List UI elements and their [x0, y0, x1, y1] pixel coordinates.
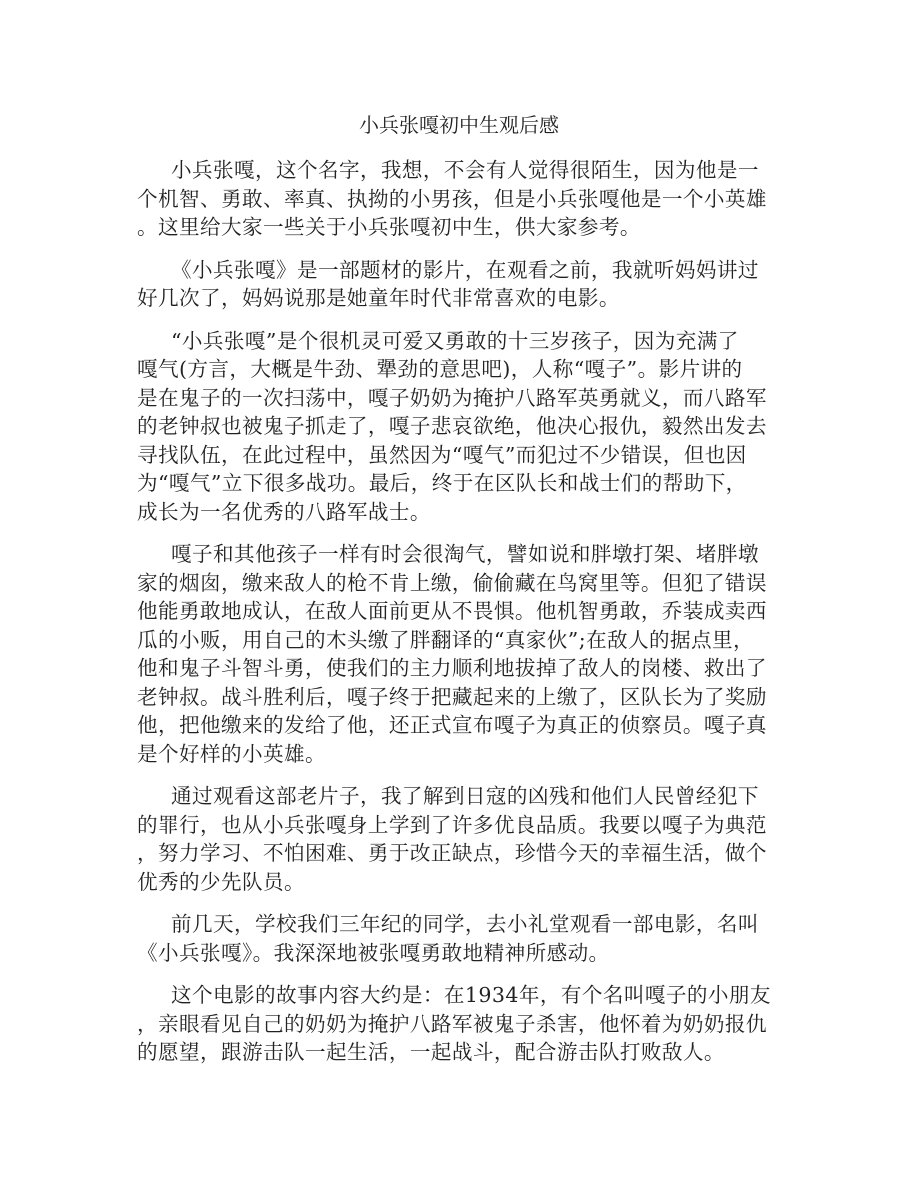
paragraph-line: 通过观看这部老片子，我了解到日寇的凶残和他们人民曾经犯下	[171, 784, 759, 808]
paragraph	[137, 981, 783, 1067]
paragraph-line: 《小兵张嘎》。我深深地被张嘎勇敢地精神所感动。	[137, 940, 610, 965]
paragraph-line: 好几次了，妈妈说那是她童年时代非常喜欢的电影。	[137, 286, 620, 310]
paragraph-line: 这个电影的故事内容大约是：在1934年，有个名叫嘎子的小朋友	[171, 983, 771, 1007]
paragraph-line: 的老钟叔也被鬼子抓走了，嘎子悲哀欲绝，他决心报仇，毅然出发去	[137, 414, 767, 438]
paragraph-line: 嘎气(方言，大概是牛劲、犟劲的意思吧)，人称“嘎子”。影片讲的	[137, 357, 743, 381]
paragraph	[137, 156, 783, 242]
paragraph-line: 个机智、勇敢、率真、执拗的小男孩，但是小兵张嘎他是一个小英雄	[137, 186, 767, 211]
paragraph-line: “小兵张嘎”是个很机灵可爱又勇敢的十三岁孩子，因为充满了	[171, 328, 739, 353]
paragraph	[137, 782, 783, 896]
paragraph-line: 为“嘎气”立下很多战功。最后，终于在区队长和战士们的帮助下，	[137, 471, 747, 495]
paragraph-line: 寻找队伍，在此过程中，虽然因为“嘎气”而犯过不少错误，但也因	[137, 442, 747, 467]
paragraph-line: 的罪行，也从小兵张嘎身上学到了许多优良品质。我要以嘎子为典范	[137, 812, 767, 837]
paragraph-line: 。这里给大家一些关于小兵张嘎初中生，供大家参考。	[137, 215, 641, 239]
paragraph-line: 嘎子和其他孩子一样有时会很淘气，譬如说和胖墩打架、堵胖墩	[171, 542, 759, 566]
paragraph-line: 《小兵张嘎》是一部题材的影片，在观看之前，我就听妈妈讲过	[171, 257, 759, 282]
paragraph-line: 他和鬼子斗智斗勇，使我们的主力顺利地拔掉了敌人的岗楼、救出了	[137, 656, 767, 680]
paragraph-line: 的愿望，跟游击队一起生活，一起战斗，配合游击队打败敌人。	[137, 1040, 725, 1064]
paragraph-line: ，努力学习、不怕困难、勇于改正缺点，珍惜今天的幸福生活，做个	[137, 841, 767, 865]
paragraph-line: 他，把他缴来的发给了他，还正式宣布嘎子为真正的侦察员。嘎子真	[137, 713, 767, 737]
paragraph	[137, 540, 783, 768]
document-title: 小兵张嘎初中生观后感	[359, 113, 559, 137]
paragraph-line: 是个好样的小英雄。	[137, 741, 326, 766]
paragraph-line: 家的烟囱，缴来敌人的枪不肯上缴，偷偷藏在鸟窝里等。但犯了错误	[137, 570, 767, 595]
paragraph-line: 老钟叔。战斗胜利后，嘎子终于把藏起来的上缴了，区队长为了奖励	[137, 684, 767, 709]
paragraph-line: 他能勇敢地成认，在敌人面前更从不畏惧。他机智勇敢，乔装成卖西	[137, 599, 767, 623]
paragraph-line: 瓜的小贩，用自己的木头缴了胖翻译的“真家伙”;在敌人的据点里，	[137, 627, 755, 652]
paragraph	[137, 327, 783, 527]
paragraph	[137, 910, 783, 967]
paragraph-line: 是在鬼子的一次扫荡中，嘎子奶奶为掩护八路军英勇就义，而八路军	[137, 385, 767, 410]
paragraph-line: 前几天，学校我们三年纪的同学，去小礼堂观看一部电影，名叫	[171, 912, 759, 936]
paragraph	[137, 256, 783, 313]
paragraph-line: 成长为一名优秀的八路军战士。	[137, 499, 431, 524]
paragraph-line: ，亲眼看见自己的奶奶为掩护八路军被鬼子杀害，他怀着为奶奶报仇	[137, 1011, 767, 1036]
document-body	[137, 156, 783, 1067]
paragraph-line: 优秀的少先队员。	[137, 869, 305, 894]
paragraph-line: 小兵张嘎，这个名字，我想，不会有人觉得很陌生，因为他是一	[171, 158, 759, 182]
document-page	[137, 111, 783, 1081]
